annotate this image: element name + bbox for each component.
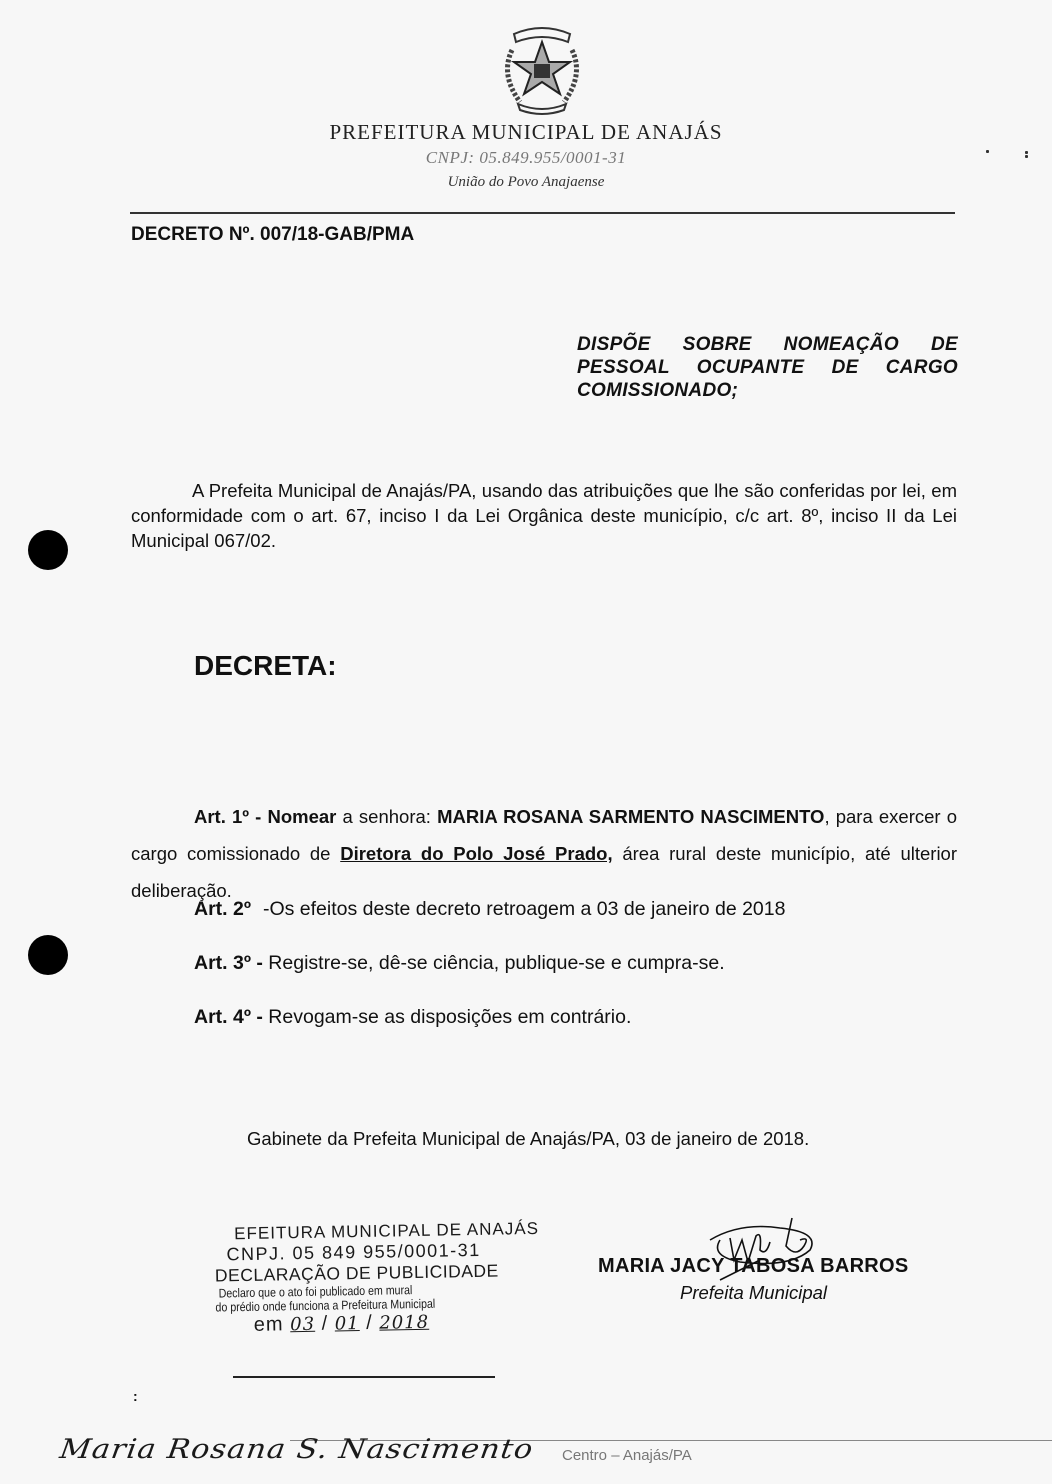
appointee-handwritten-signature: Maria Rosana S. Nascimento [57, 1434, 536, 1465]
mayor-signature-scribble [700, 1210, 840, 1290]
signatory-title: Prefeita Municipal [680, 1282, 828, 1303]
stamp-line-1: EFEITURA MUNICIPAL DE ANAJÁS [234, 1218, 540, 1244]
article-3 [194, 952, 725, 975]
article-1-text-c: área rural deste município, até ulterior deliberação. [131, 843, 958, 901]
article-2-label: Art. 2º [194, 898, 251, 920]
stamp-date-prefix: em [253, 1313, 284, 1336]
decreta-heading: DECRETA: [194, 650, 337, 681]
article-1-text-b: , para exercer o cargo comissionado de [131, 806, 957, 864]
stamp-month: 01 [334, 1313, 360, 1335]
article-3-text: Registre-se, dê-se ciência, publique-se e cumpra-se. [262, 952, 725, 974]
article-4-text: Revogam-se as disposições em contrário. [262, 1006, 632, 1028]
stamp-signature-line [233, 1376, 495, 1378]
preamble-text: A Prefeita Municipal de Anajás/PA, usando das atribuições que lhe são conferidas por lei, em conformidade com o art. 67, inciso I da Lei Orgânica deste município, c/c art. 8º, inciso II da Lei Municipal 067/02. [131, 480, 957, 551]
stamp-day: 03 [289, 1313, 316, 1336]
stamp-line-5: do prédio onde funciona a Prefeitura Municipal [215, 1296, 436, 1315]
appointee-name: MARIA ROSANA SARMENTO NASCIMENTO [437, 806, 825, 827]
decree-number: DECRETO Nº. 007/18-GAB/PMA [131, 224, 415, 245]
scan-speck [986, 150, 989, 153]
signatory-name: MARIA JACY TABOSA BARROS [598, 1255, 909, 1277]
article-2 [194, 898, 785, 921]
letterhead-motto: União do Povo Anajaense [447, 174, 605, 190]
article-3-label: Art. 3º - [194, 952, 263, 974]
decree-preamble [131, 478, 957, 553]
article-4-label: Art. 4º - [194, 1006, 263, 1028]
article-1-verb: Nomear [267, 806, 337, 827]
punch-hole [28, 935, 68, 975]
article-4 [194, 1006, 631, 1029]
letterhead-title: PREFEITURA MUNICIPAL DE ANAJÁS [329, 120, 723, 144]
article-1 [131, 798, 957, 909]
punch-hole [28, 530, 68, 570]
stamp-heading: DECLARAÇÃO DE PUBLICIDADE [214, 1260, 499, 1286]
appointed-role: Diretora do Polo José Prado, [340, 843, 613, 864]
stray-marks: : [133, 1388, 138, 1404]
closing-place-date: Gabinete da Prefeita Municipal de Anajás/PA, 03 de janeiro de 2018. [247, 1128, 810, 1149]
header-divider [130, 212, 955, 214]
scan-speck [1025, 155, 1028, 158]
article-2-text: -Os efeitos deste decreto retroagem a 03 de janeiro de 2018 [262, 898, 786, 920]
stamp-date: em 03 / 01 / 2018 [253, 1311, 430, 1336]
scan-speck [1025, 151, 1028, 154]
letterhead-cnpj: CNPJ: 05.849.955/0001-31 [425, 148, 627, 167]
stamp-line-4: Declaro que o ato foi publicado em mural [218, 1283, 413, 1301]
footer-address: Centro – Anajás/PA [562, 1447, 692, 1464]
publication-stamp [214, 1218, 540, 1337]
stamp-year: 2018 [379, 1311, 430, 1334]
stamp-cnpj: CNPJ. 05 849 955/0001-31 [226, 1239, 481, 1265]
decree-ementa: DISPÕE SOBRE NOMEAÇÃO DE PESSOAL OCUPANTE DE CARGO COMISSIONADO; [577, 334, 958, 401]
article-1-label: Art. 1º - [194, 806, 262, 827]
article-1-text-a: a senhora: [336, 806, 438, 827]
coat-of-arms-icon [492, 20, 592, 120]
